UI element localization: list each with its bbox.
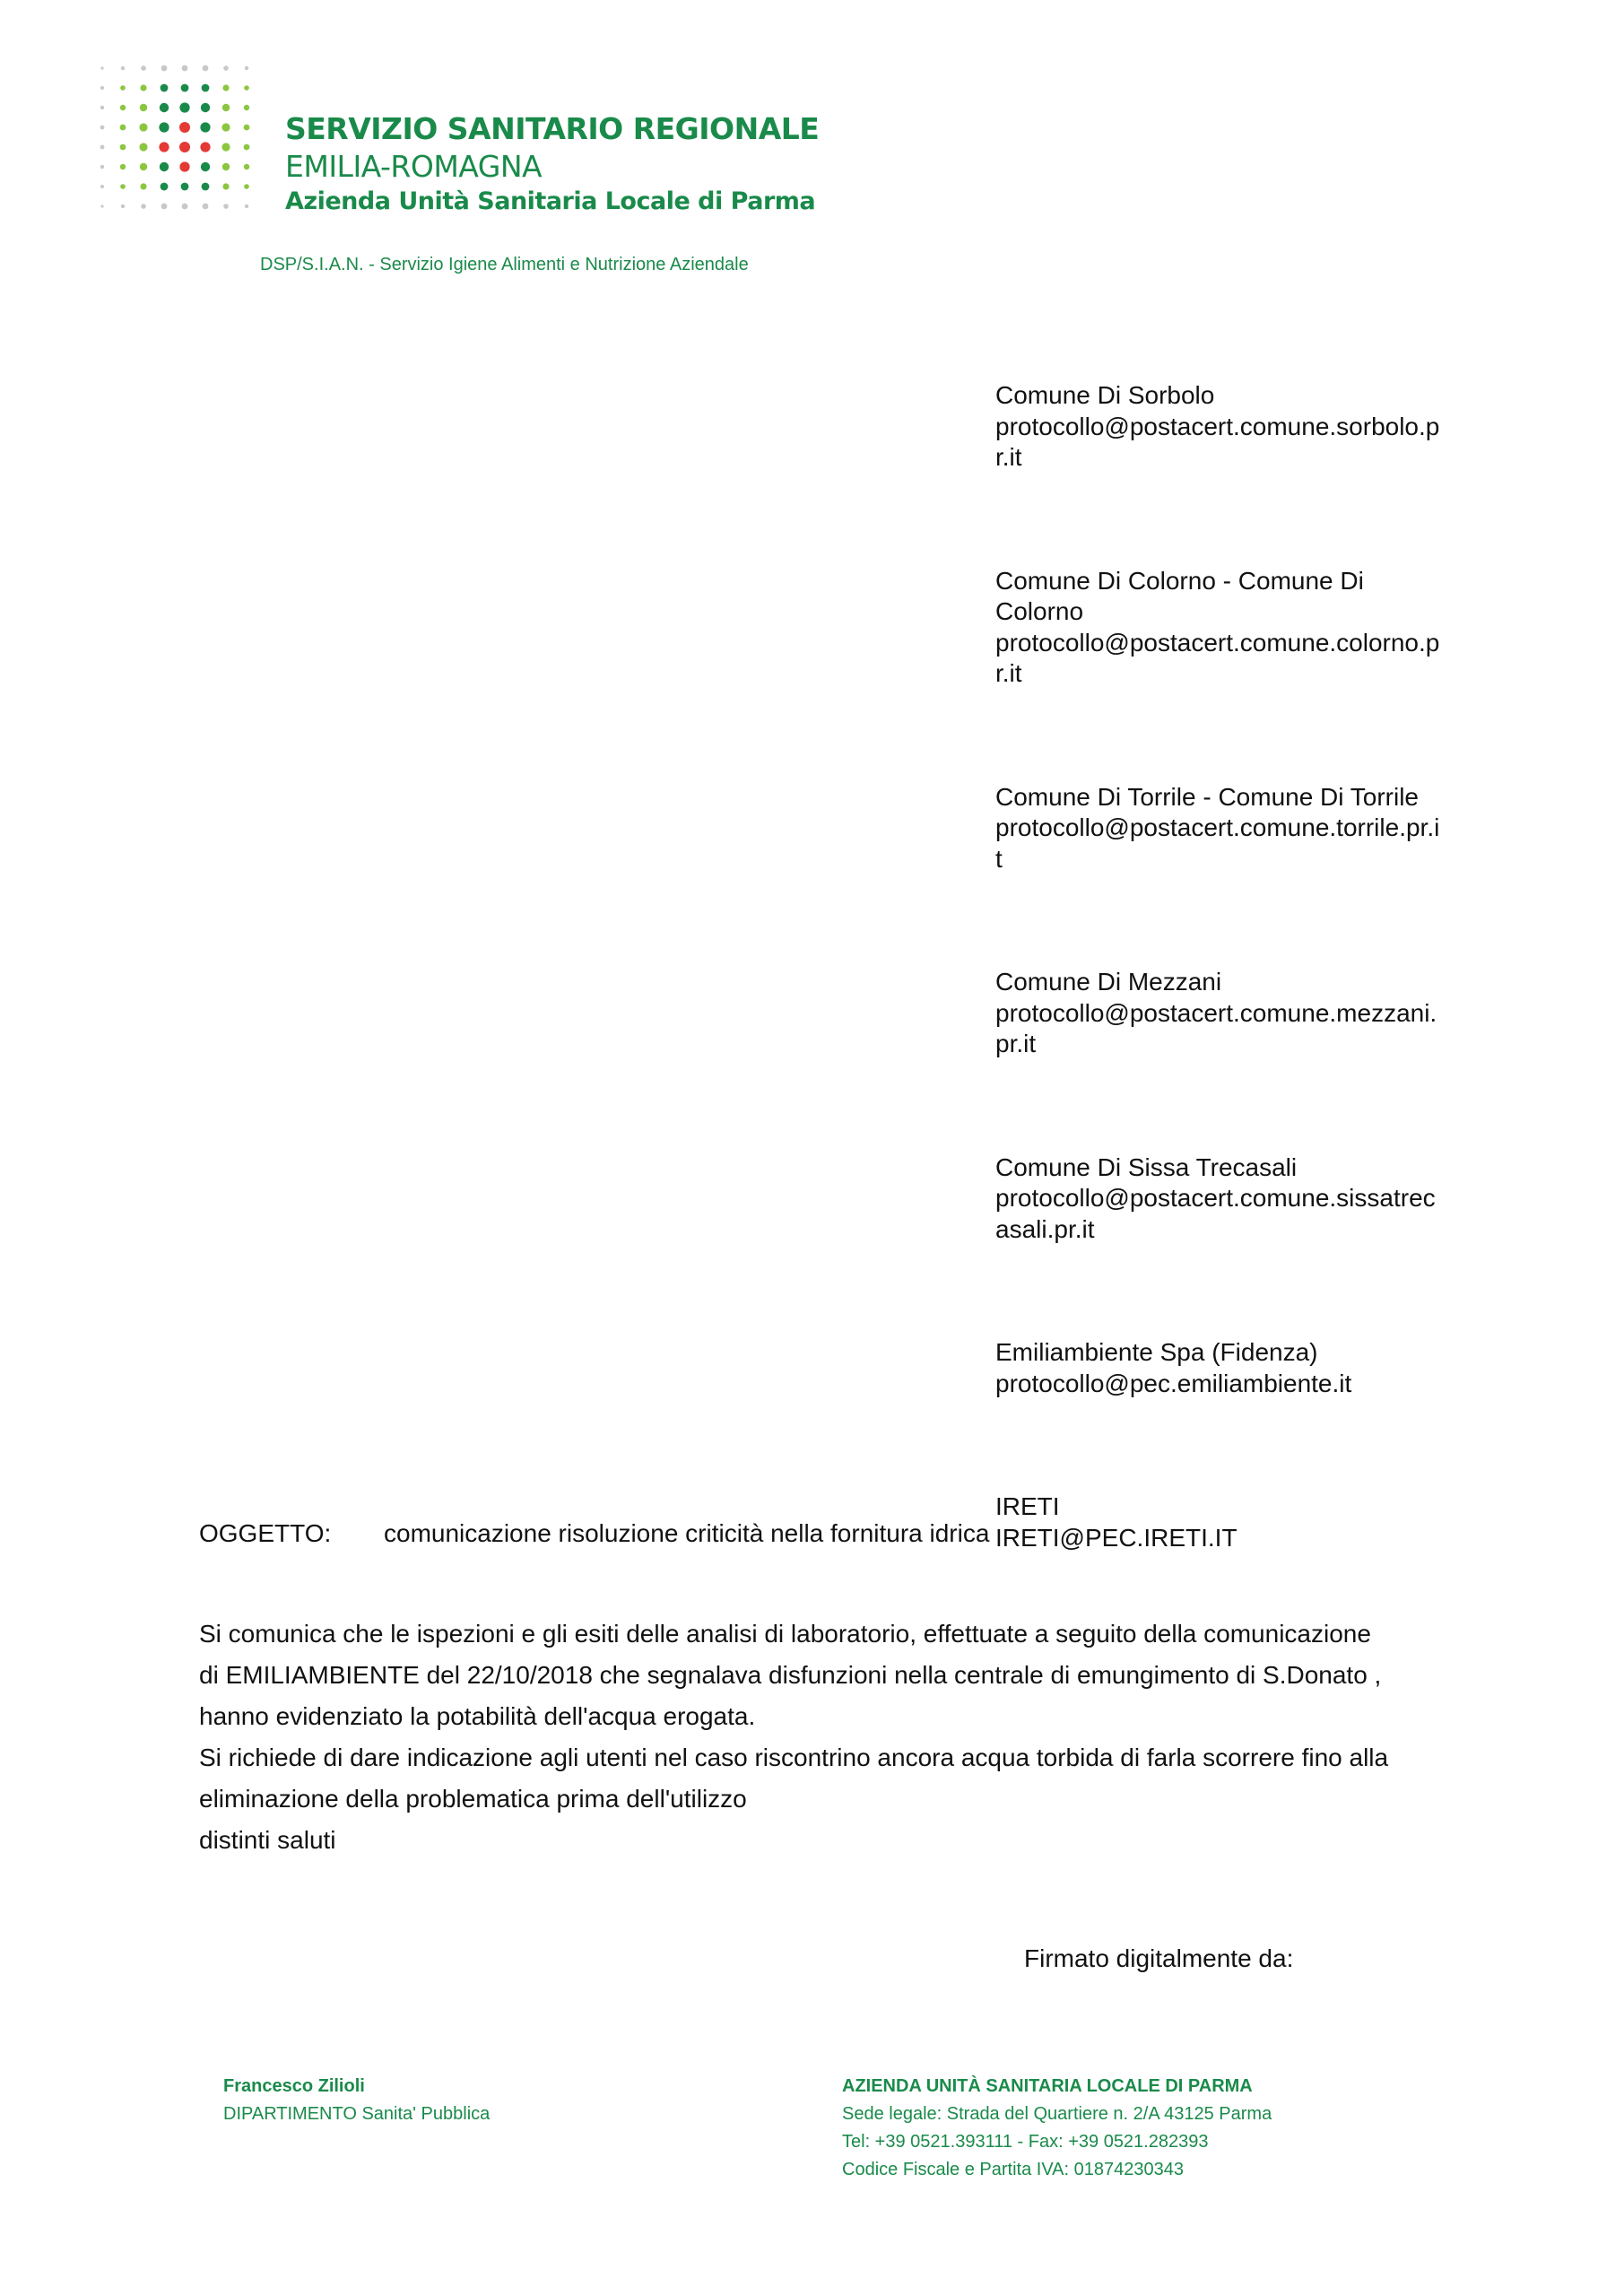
body-line: Si comunica che le ispezioni e gli esiti delle analisi di laboratorio, effettuate a seguito della comunicazione — [199, 1620, 1371, 1648]
recipient-email-cont: asali.pr.it — [995, 1214, 1095, 1243]
logo-dot — [244, 125, 250, 131]
logo-dot — [160, 103, 169, 112]
logo-dot — [200, 142, 210, 152]
logo-dot — [244, 164, 249, 170]
logo-dot — [120, 184, 126, 189]
logo-dot — [159, 122, 169, 132]
service-line: DSP/S.I.A.N. - Servizio Igiene Alimenti e Nutrizione Aziendale — [260, 255, 749, 274]
logo-dot — [121, 204, 125, 208]
logo-dot — [100, 126, 105, 130]
recipient-name: Comune Di Mezzani — [995, 968, 1222, 996]
body-line: hanno evidenziato la potabilità dell'acqua erogata. — [199, 1702, 756, 1730]
recipient-colorno — [995, 566, 1498, 690]
subject-text: comunicazione risoluzione criticità nella fornitura idrica — [384, 1519, 990, 1547]
logo-dot — [140, 183, 146, 189]
brand-line-2: EMILIA-ROMAGNA — [285, 149, 543, 184]
logo-dot — [140, 163, 147, 170]
body-line: Si richiede di dare indicazione agli utenti nel caso riscontrino ancora acqua torbida di farla scorrere fino alla — [199, 1744, 1389, 1771]
logo-dot — [222, 183, 229, 189]
subject-line — [199, 1518, 989, 1549]
logo-dot — [160, 162, 169, 171]
recipient-name: Comune Di Colorno - Comune Di — [995, 566, 1364, 595]
logo-dot — [139, 143, 147, 151]
logo-dot — [223, 65, 229, 71]
recipient-torrile — [995, 782, 1498, 875]
recipient-emiliambiente — [995, 1337, 1498, 1399]
footer-signer — [223, 2073, 490, 2128]
logo-dot — [100, 165, 104, 169]
subject-label: OGGETTO: — [199, 1519, 332, 1547]
logo-dot — [182, 204, 188, 210]
logo-dot — [221, 123, 230, 131]
ssr-dot-logo-icon — [97, 63, 258, 220]
logo-dot — [100, 106, 104, 109]
logo-dot — [161, 84, 169, 92]
recipient-email-cont: r.it — [995, 659, 1022, 687]
logo-dot — [100, 145, 105, 150]
organization-tax-id: Codice Fiscale e Partita IVA: 01874230343 — [842, 2160, 1184, 2179]
recipient-ireti — [995, 1492, 1498, 1553]
brand-line-3: Azienda Unità Sanitaria Locale di Parma — [285, 187, 816, 215]
closing-line: distinti saluti — [199, 1826, 336, 1854]
logo-dot — [222, 84, 229, 91]
logo-dot — [140, 84, 146, 91]
body-line: di EMILIAMBIENTE del 22/10/2018 che segnalava disfunzioni nella centrale di emungimento di S.Donato , — [199, 1661, 1382, 1689]
logo-dot — [141, 65, 146, 71]
recipient-email-cont: r.it — [995, 443, 1022, 471]
footer-organization — [842, 2073, 1272, 2184]
logo-dot — [245, 204, 248, 208]
recipient-name: IRETI — [995, 1492, 1060, 1520]
letter-body — [199, 1613, 1490, 1861]
logo-dot — [222, 104, 230, 111]
signer-department: DIPARTIMENTO Sanita' Pubblica — [223, 2104, 491, 2124]
logo-dot — [179, 142, 190, 152]
logo-dot — [203, 204, 209, 210]
logo-dot — [100, 185, 104, 188]
recipient-name: Emiliambiente Spa (Fidenza) — [995, 1338, 1318, 1366]
logo-dot — [179, 102, 189, 112]
logo-dot — [244, 85, 249, 91]
logo-dot — [223, 204, 229, 209]
recipient-name: Comune Di Torrile - Comune Di Torrile — [995, 782, 1420, 811]
logo-dot — [182, 65, 188, 72]
recipient-name: Comune Di Sissa Trecasali — [995, 1152, 1298, 1181]
logo-dot — [203, 65, 209, 72]
recipient-email: protocollo@postacert.comune.mezzani. — [995, 998, 1437, 1027]
recipient-email: IRETI@PEC.IRETI.IT — [995, 1523, 1238, 1552]
logo-dot — [159, 142, 169, 152]
recipient-email: protocollo@postacert.comune.colorno.p — [995, 628, 1440, 657]
logo-dot — [200, 122, 210, 132]
recipient-name-cont: Colorno — [995, 597, 1084, 625]
recipient-name: Comune Di Sorbolo — [995, 381, 1215, 409]
organization-phone: Tel: +39 0521.393111 - Fax: +39 0521.282393 — [842, 2132, 1209, 2152]
logo-dot — [140, 104, 147, 111]
logo-dot — [161, 65, 168, 72]
logo-dot — [222, 163, 230, 170]
logo-dot — [244, 144, 250, 151]
logo-dot — [179, 161, 189, 171]
recipient-email: protocollo@pec.emiliambiente.it — [995, 1369, 1352, 1397]
logo-dot — [244, 184, 249, 189]
logo-dot — [120, 105, 126, 110]
logo-dot — [141, 204, 146, 209]
recipient-email-cont: pr.it — [995, 1030, 1037, 1057]
logo-dot — [120, 164, 126, 170]
brand-line-1: SERVIZIO SANITARIO REGIONALE — [285, 111, 820, 146]
logo-dot — [120, 125, 126, 131]
logo-dot — [120, 144, 126, 151]
recipient-email: protocollo@postacert.comune.sorbolo.p — [995, 412, 1440, 440]
logo-dot — [201, 103, 210, 112]
organization-name: AZIENDA UNITÀ SANITARIA LOCALE DI PARMA — [842, 2076, 1253, 2096]
logo — [97, 63, 904, 224]
recipient-sorbolo — [995, 380, 1498, 474]
recipient-sissa-trecasali — [995, 1152, 1498, 1246]
logo-dot — [161, 183, 169, 191]
body-line: eliminazione della problematica prima dell'utilizzo — [199, 1785, 747, 1813]
logo-dot — [221, 143, 230, 151]
logo-dot — [245, 66, 248, 70]
logo-dot — [100, 86, 104, 90]
logo-dot — [244, 105, 249, 110]
logo-dot — [100, 66, 103, 69]
logo-dot — [202, 84, 210, 92]
recipient-email: protocollo@postacert.comune.sissatrec — [995, 1184, 1436, 1212]
logo-dot — [202, 183, 210, 191]
brand-text — [285, 109, 819, 219]
recipient-email: protocollo@postacert.comune.torrile.pr.i — [995, 813, 1440, 841]
logo-dot — [179, 122, 190, 133]
recipient-email-cont: t — [995, 844, 1003, 873]
logo-dot — [121, 66, 125, 70]
logo-dot — [181, 84, 189, 92]
logo-dot — [161, 204, 168, 210]
recipient-mezzani — [995, 967, 1498, 1060]
organization-address: Sede legale: Strada del Quartiere n. 2/A 43125 Parma — [842, 2104, 1272, 2124]
recipients-block — [995, 380, 1498, 1646]
digital-signature-note: Firmato digitalmente da: — [1024, 1944, 1294, 1972]
logo-dot — [181, 183, 189, 191]
logo-dot — [100, 204, 103, 207]
signer-name: Francesco Zilioli — [223, 2076, 365, 2096]
logo-dot — [120, 85, 126, 91]
logo-dot — [139, 123, 147, 131]
logo-dot — [201, 162, 210, 171]
